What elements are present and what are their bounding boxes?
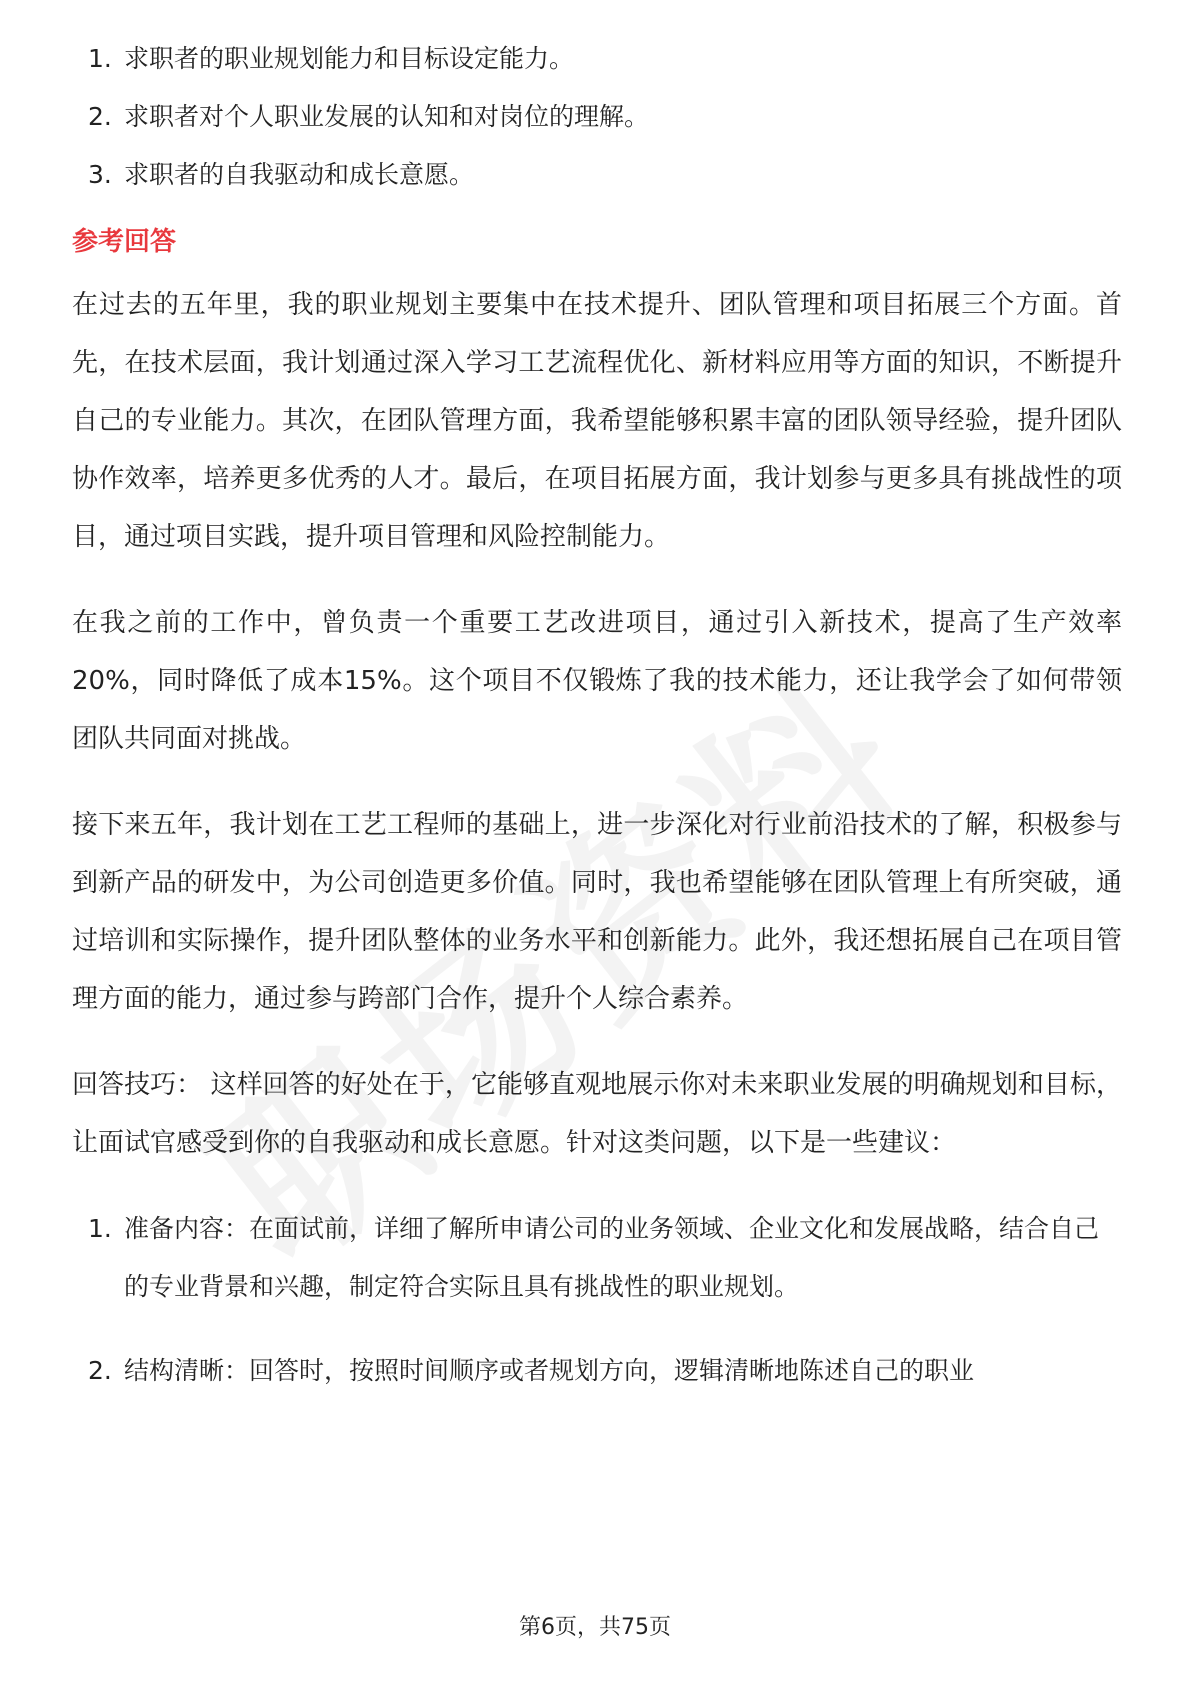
list-text: 求职者对个人职业发展的认知和对岗位的理解。 (124, 102, 650, 131)
list-number: 3. (88, 160, 112, 189)
answer-paragraph: 在我之前的工作中，曾负责一个重要工艺改进项目，通过引入新技术，提高了生产效率20%，同时降低了成本15%。这个项目不仅锻炼了我的技术能力，还让我学会了如何带领团队共同面对挑战。 (72, 608, 1122, 754)
list-item (72, 1342, 1122, 1400)
list-number: 2. (88, 102, 112, 131)
tips-paragraph: 回答技巧： 这样回答的好处在于，它能够直观地展示你对未来职业发展的明确规划和目标，让面试官感受到你的自我驱动和成长意愿。针对这类问题，以下是一些建议： (72, 1070, 1122, 1158)
list-text: 求职者的自我驱动和成长意愿。 (124, 160, 475, 189)
list-text: 求职者的职业规划能力和目标设定能力。 (124, 44, 575, 73)
list-number: 2. (88, 1356, 112, 1385)
intro-list (72, 30, 1122, 204)
tips-list (72, 1200, 1122, 1400)
list-item (72, 30, 1122, 88)
answer-heading: 参考回答 (72, 227, 177, 257)
page-number: 第6页，共75页 (519, 1615, 671, 1640)
list-text: 准备内容：在面试前，详细了解所申请公司的业务领域、企业文化和发展战略，结合自己的专业背景和兴趣，制定符合实际且具有挑战性的职业规划。 (124, 1214, 1100, 1301)
page-content (72, 38, 1122, 1426)
list-text: 结构清晰：回答时，按照时间顺序或者规划方向，逻辑清晰地陈述自己的职业 (124, 1356, 975, 1385)
list-item (72, 88, 1122, 146)
list-number: 1. (88, 44, 112, 73)
list-item (72, 146, 1122, 204)
answer-paragraph: 接下来五年，我计划在工艺工程师的基础上，进一步深化对行业前沿技术的了解，积极参与到新产品的研发中，为公司创造更多价值。同时，我也希望能够在团队管理上有所突破，通过培训和实际操作，提升团队整体的业务水平和创新能力。此外，我还想拓展自己在项目管理方面的能力，通过参与跨部门合作，提升个人综合素养。 (72, 810, 1122, 1014)
list-number: 1. (88, 1214, 112, 1243)
answer-paragraph: 在过去的五年里，我的职业规划主要集中在技术提升、团队管理和项目拓展三个方面。首先，在技术层面，我计划通过深入学习工艺流程优化、新材料应用等方面的知识，不断提升自己的专业能力。其次，在团队管理方面，我希望能够积累丰富的团队领导经验，提升团队协作效率，培养更多优秀的人才。最后，在项目拓展方面，我计划参与更多具有挑战性的项目，通过项目实践，提升项目管理和风险控制能力。 (72, 290, 1122, 552)
list-item (72, 1200, 1122, 1316)
